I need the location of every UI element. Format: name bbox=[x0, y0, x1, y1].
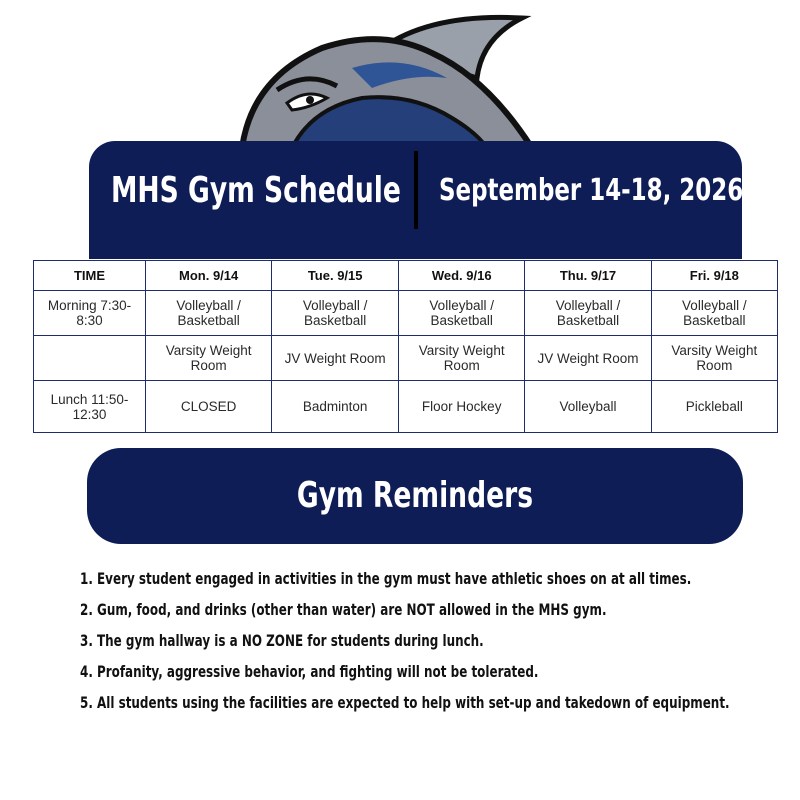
cell: Pickleball bbox=[651, 381, 777, 433]
header-fri: Fri. 9/18 bbox=[651, 261, 777, 291]
cell: Badminton bbox=[272, 381, 399, 433]
header-banner bbox=[89, 141, 742, 259]
cell: Varsity Weight Room bbox=[146, 336, 272, 381]
cell: CLOSED bbox=[146, 381, 272, 433]
list-item: 4. Profanity, aggressive behavior, and fighting will not be tolerated. bbox=[80, 662, 539, 681]
reminders-list bbox=[80, 563, 780, 718]
cell: Volleyball / Basketball bbox=[651, 291, 777, 336]
cell: Volleyball / Basketball bbox=[146, 291, 272, 336]
cell: Varsity Weight Room bbox=[651, 336, 777, 381]
table-row bbox=[34, 381, 778, 433]
table-row bbox=[34, 336, 778, 381]
header-time: TIME bbox=[34, 261, 146, 291]
list-item: 5. All students using the facilities are expected to help with set-up and takedown of equipment. bbox=[80, 693, 730, 712]
cell: Volleyball / Basketball bbox=[272, 291, 399, 336]
cell: Volleyball / Basketball bbox=[399, 291, 525, 336]
schedule-table bbox=[33, 260, 778, 433]
table-row bbox=[34, 291, 778, 336]
cell: Volleyball / Basketball bbox=[525, 291, 651, 336]
cell: Varsity Weight Room bbox=[399, 336, 525, 381]
list-item: 1. Every student engaged in activities in the gym must have athletic shoes on at all times. bbox=[80, 569, 692, 588]
header-mon: Mon. 9/14 bbox=[146, 261, 272, 291]
reminders-banner bbox=[87, 448, 743, 544]
cell: JV Weight Room bbox=[525, 336, 651, 381]
table-header-row bbox=[34, 261, 778, 291]
cell-time bbox=[34, 336, 146, 381]
header-wed: Wed. 9/16 bbox=[399, 261, 525, 291]
dolphin-mascot-icon bbox=[232, 8, 572, 158]
cell: JV Weight Room bbox=[272, 336, 399, 381]
list-item: 3. The gym hallway is a NO ZONE for students during lunch. bbox=[80, 631, 484, 650]
cell-time: Morning 7:30-8:30 bbox=[34, 291, 146, 336]
title-divider bbox=[414, 151, 418, 229]
cell-time: Lunch 11:50-12:30 bbox=[34, 381, 146, 433]
list-item: 2. Gum, food, and drinks (other than water) are NOT allowed in the MHS gym. bbox=[80, 600, 607, 619]
cell: Floor Hockey bbox=[399, 381, 525, 433]
header-thu: Thu. 9/17 bbox=[525, 261, 651, 291]
reminders-title: Gym Reminders bbox=[296, 475, 534, 516]
cell: Volleyball bbox=[525, 381, 651, 433]
page-title: MHS Gym Schedule bbox=[111, 170, 401, 211]
schedule-date: September 14-18, 2026 bbox=[439, 173, 744, 208]
header-tue: Tue. 9/15 bbox=[272, 261, 399, 291]
